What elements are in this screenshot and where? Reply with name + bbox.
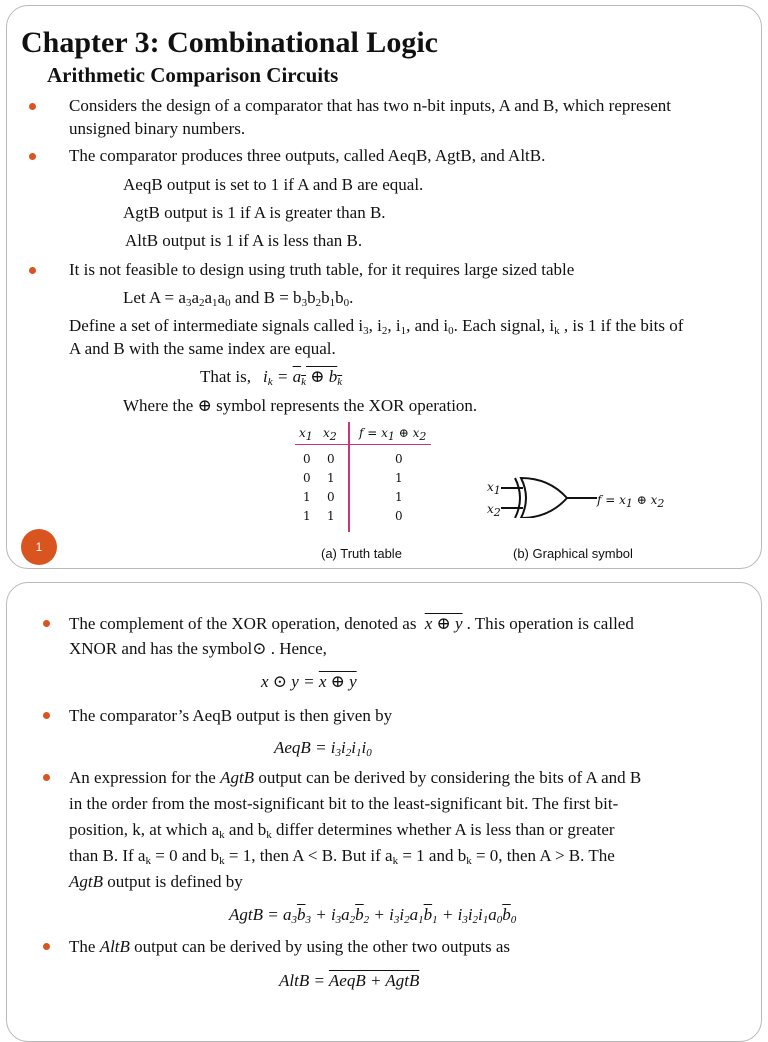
tt-cell: 0 xyxy=(395,509,403,523)
slide-1 xyxy=(6,5,762,569)
tt-cell: 0 xyxy=(327,490,335,504)
bullet-dot xyxy=(29,153,36,160)
bullet-dot xyxy=(43,712,50,719)
agtb-paragraph-line-3: position, k, at which $a_k$ and $b_k$ differ determines whether A is less than or greater xyxy=(69,820,615,841)
tt-horizontal-rule xyxy=(295,444,431,445)
tt-header-f: $f = x_1$ ⊕ $x_2$ xyxy=(359,426,427,443)
altb-intro: The AltB output can be derived by using the other two outputs as xyxy=(69,937,510,956)
agtb-paragraph-line-1: An expression for the AgtB output can be derived by considering the bits of A and B xyxy=(69,768,642,787)
that-is-label: That is, xyxy=(200,367,251,386)
xor-complement-expr: x ⊕ y xyxy=(424,614,463,633)
tt-cell: 1 xyxy=(327,509,335,523)
gate-output-label: $f = x_1$ ⊕ $x_2$ xyxy=(597,493,665,510)
xnor-equation: x ⊙ y = x ⊕ y xyxy=(261,672,357,691)
tt-header-x2: $x_2$ xyxy=(323,426,337,443)
tt-cell: 1 xyxy=(395,490,403,504)
tt-cell: 0 xyxy=(303,452,311,466)
bullet-1-line-1: Considers the design of a comparator that has two n-bit inputs, A and B, which represent xyxy=(69,96,671,115)
agtb-description: AgtB output is 1 if A is greater than B. xyxy=(123,203,386,222)
aeqb-intro: The comparator’s AeqB output is then given by xyxy=(69,706,393,725)
tt-cell: 1 xyxy=(303,490,311,504)
gate-input-label: $x_1$ xyxy=(487,480,501,497)
bullet-dot xyxy=(43,620,50,627)
bullet-dot xyxy=(43,943,50,950)
slide-2 xyxy=(6,582,762,1042)
ik-equation: $i_k = a_k$ ⊕ $b_k$ xyxy=(263,367,343,388)
bullet-1-line-2: unsigned binary numbers. xyxy=(69,119,246,138)
tt-header-x1: $x_1$ xyxy=(299,426,313,443)
page-number-badge: 1 xyxy=(21,529,57,565)
agtb-paragraph-line-5: AgtB output is defined by xyxy=(69,872,243,891)
truth-table-caption: (a) Truth table xyxy=(321,546,402,561)
xor-symbol-icon: ⊕ xyxy=(197,396,212,415)
gate-input-label: $x_2$ xyxy=(487,502,501,519)
define-line-1: Define a set of intermediate signals called $i_3$, $i_2$, $i_1$, and $i_0$. Each signal, $i_k$ , is 1 if the bits of xyxy=(69,316,684,337)
bullet-2: The comparator produces three outputs, called AeqB, AgtB, and AltB. xyxy=(69,146,546,165)
tt-cell: 0 xyxy=(395,452,403,466)
tt-cell: 1 xyxy=(327,471,335,485)
slide-subtitle: Arithmetic Comparison Circuits xyxy=(47,63,339,87)
where-xor-text: Where the ⊕ symbol represents the XOR operation. xyxy=(123,396,478,415)
bullet-dot xyxy=(29,103,36,110)
tt-cell: 0 xyxy=(327,452,335,466)
tt-cell: 1 xyxy=(395,471,403,485)
agtb-paragraph-line-4: than B. If $a_k = 0$ and $b_k = 1$, then A < B. But if $a_k = 1$ and $b_k = 0$, then A > B. The xyxy=(69,846,615,867)
let-equation: Let $A = a_3a_2a_1a_0$ and $B = b_3b_2b_1b_0$. xyxy=(123,288,354,309)
aeqb-equation: AeqB = $i_3i_2i_1i_0$ xyxy=(274,738,372,759)
xnor-intro-line-1: The complement of the XOR operation, denoted as x ⊕ y . This operation is called xyxy=(69,614,634,633)
bullet-dot xyxy=(29,267,36,274)
slide-title: Chapter 3: Combinational Logic xyxy=(21,26,438,59)
tt-vertical-rule xyxy=(348,422,350,532)
altb-equation: AltB = AeqB + AgtB xyxy=(279,971,420,990)
aeqb-description: AeqB output is set to 1 if A and B are equal. xyxy=(123,175,424,194)
bullet-3: It is not feasible to design using truth table, for it requires large sized table xyxy=(69,260,575,279)
tt-cell: 1 xyxy=(303,509,311,523)
define-line-2: A and B with the same index are equal. xyxy=(69,339,336,358)
symbol-caption: (b) Graphical symbol xyxy=(513,546,633,561)
bullet-dot xyxy=(43,774,50,781)
tt-cell: 0 xyxy=(303,471,311,485)
xnor-intro-line-2: XNOR and has the symbol⊙ . Hence, xyxy=(69,639,327,658)
altb-description: AltB output is 1 if A is less than B. xyxy=(125,231,363,250)
agtb-paragraph-line-2: in the order from the most-significant bit to the least-significant bit. The first bit- xyxy=(69,794,619,813)
xor-gate-icon xyxy=(501,474,605,518)
agtb-equation: AgtB = $a_3\overline{b}_3 + i_3a_2\overline{b}_2 + i_3i_2a_1\overline{b}_1 + i_3i_2i_1a_0\overline{b}_0$ xyxy=(229,905,517,926)
